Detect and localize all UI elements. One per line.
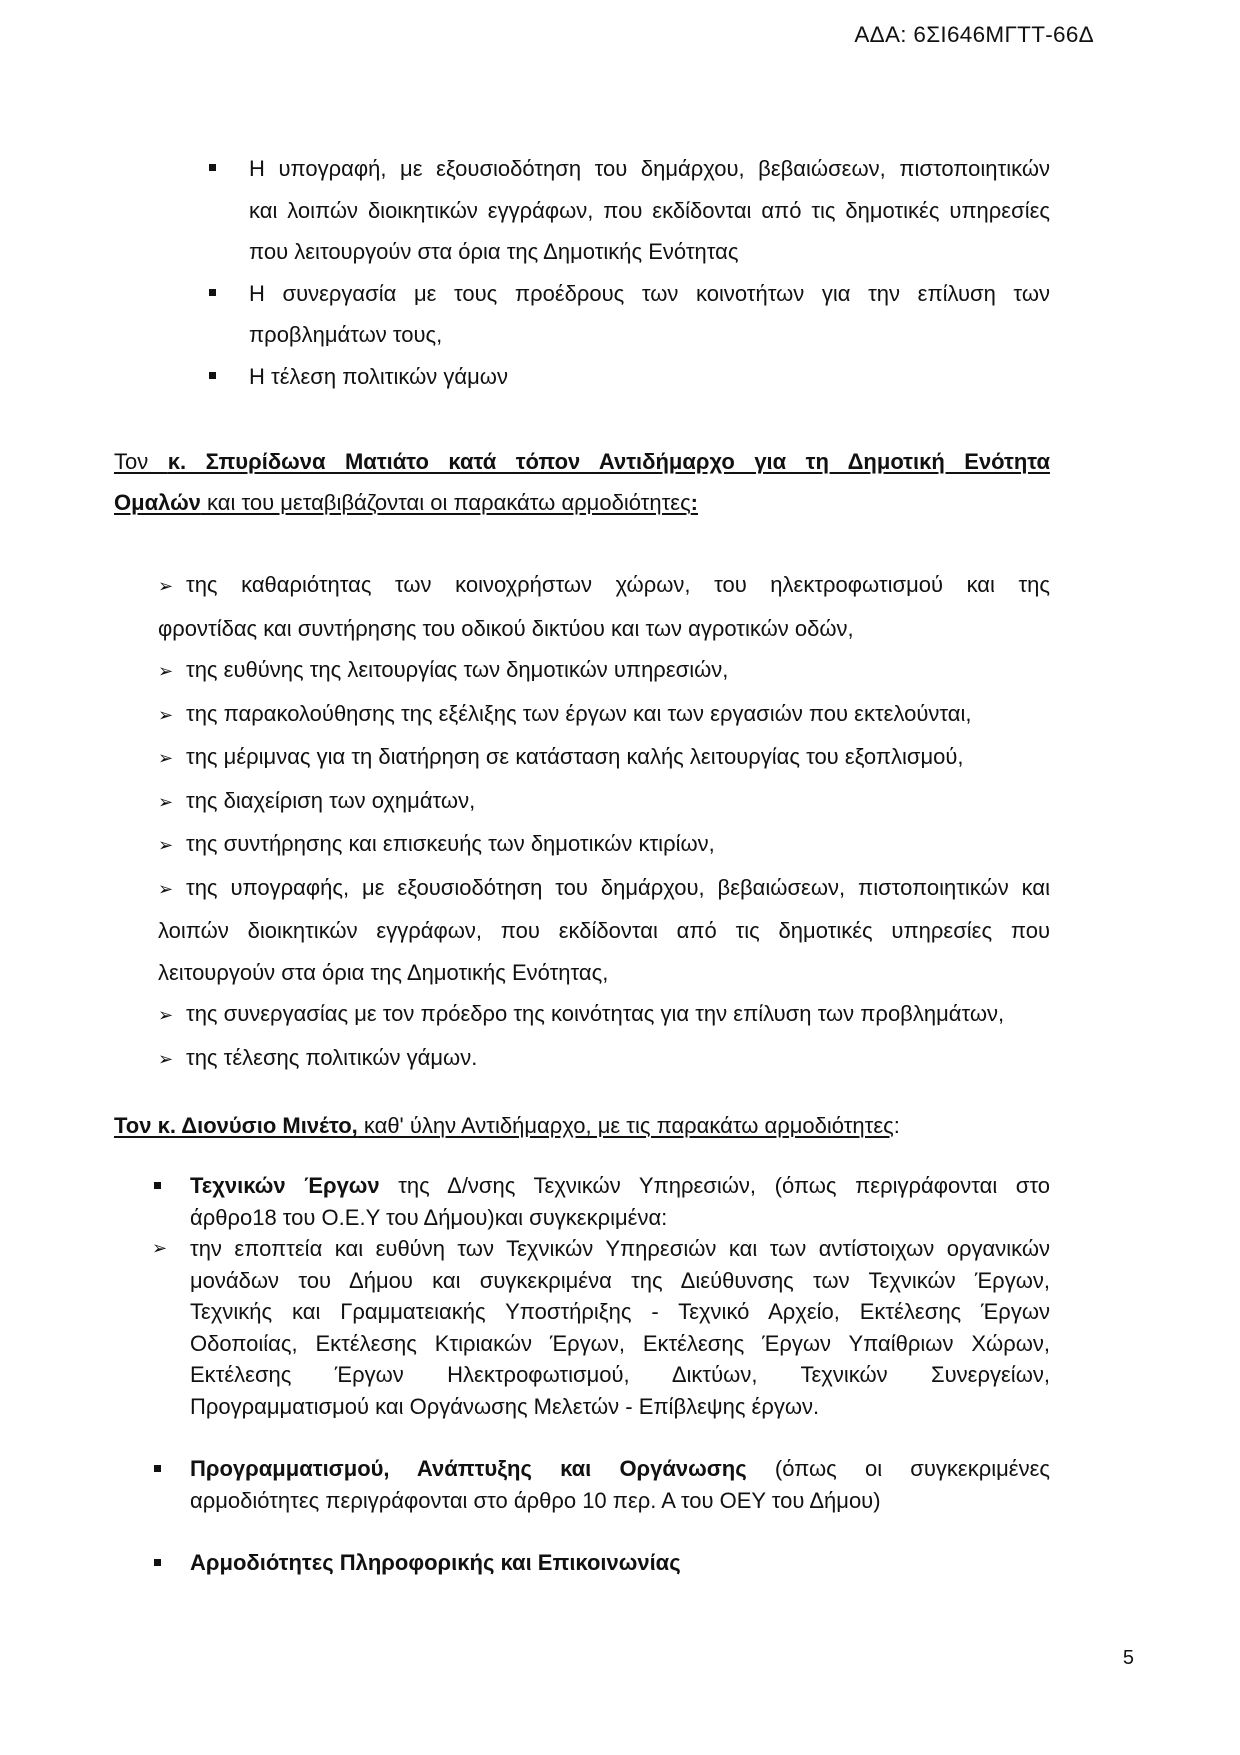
list-item — [209, 273, 1050, 356]
list-item-text: της υπογραφής, με εξουσιοδότηση του δημάρχου, βεβαιώσεων, πιστοποιητικών και — [186, 874, 1050, 900]
list-item-text: της μέριμνας για τη διατήρηση σε κατάσταση καλής λειτουργίας του εξοπλισμού, — [186, 744, 964, 769]
item-text: της Δ/νσης Τεχνικών Υπηρεσιών, (όπως περιγράφονται στο — [379, 1173, 1050, 1198]
list-item-text: της συνεργασίας με τον πρόεδρο της κοινότητας για την επίλυση των προβλημάτων, — [186, 1001, 1005, 1026]
list-item-line: και λοιπών διοικητικών εγγράφων, που εκδίδονται από τις δημοτικές υπηρεσίες — [249, 197, 1050, 223]
list-item — [209, 148, 1050, 273]
list-item — [158, 736, 1050, 780]
arrow-bullet-icon: ➢ — [158, 1005, 174, 1026]
arrow-bullet-icon: ➢ — [158, 835, 174, 856]
duties-list-2 — [158, 564, 1050, 1080]
list-item — [158, 564, 1050, 649]
square-bullet-icon — [154, 1182, 161, 1189]
heading-name: κ. Σπυρίδωνα Ματιάτο κατά τόπον Αντιδήμαρχο για τη Δημοτική Ενότητα — [167, 449, 1050, 474]
list-item — [158, 823, 1050, 867]
list-item-text: της παρακολούθησης της εξέλιξης των έργων και των εργασιών που εκτελούνται, — [186, 700, 972, 726]
list-item-line: Οδοποιίας, Εκτέλεσης Κτιριακών Έργων, Εκτέλεσης Έργων Υπαίθριων Χώρων, — [190, 1330, 1050, 1356]
square-bullet-icon — [154, 1559, 161, 1566]
list-item — [209, 356, 1050, 398]
list-item-line: λοιπών διοικητικών εγγράφων, που εκδίδονται από τις δημοτικές υπηρεσίες που — [158, 918, 1050, 943]
list-item-line: Τεχνικής και Γραμματειακής Υποστήριξης - Τεχνικό Αρχείο, Εκτέλεσης Έργων — [190, 1299, 1050, 1324]
arrow-bullet-icon: ➢ — [158, 661, 174, 682]
item-bold: Αρμοδιότητες Πληροφορικής και Επικοινωνίας — [190, 1550, 681, 1575]
arrow-bullet-icon: ➢ — [152, 1238, 168, 1259]
list-item-text: της διαχείριση των οχημάτων, — [186, 787, 476, 813]
list-item-text: της τέλεσης πολιτικών γάμων. — [186, 1044, 478, 1070]
list-item — [158, 1037, 1050, 1081]
item-bold: Τεχνικών Έργων — [190, 1173, 380, 1198]
square-bullet-icon — [209, 372, 216, 379]
list-item-line: Η τέλεση πολιτικών γάμων — [249, 363, 508, 389]
section-heading-matiatos — [114, 441, 1050, 523]
list-item-line: Η υπογραφή, με εξουσιοδότηση του δημάρχου, βεβαιώσεων, πιστοποιητικών — [249, 156, 1050, 181]
list-item-text: της καθαριότητας των κοινοχρήστων χώρων, του ηλεκτροφωτισμού και της — [186, 572, 1050, 597]
arrow-bullet-icon: ➢ — [158, 878, 174, 900]
item-text-cont: αρμοδιότητες περιγράφονται στο άρθρο 10 περ. Α του ΟΕΥ του Δήμου) — [190, 1487, 881, 1513]
list-item-line: την εποπτεία και ευθύνη των Τεχνικών Υπηρεσιών και των αντίστοιχων οργανικών — [190, 1236, 1050, 1261]
list-item — [158, 780, 1050, 824]
heading-name: Τον κ. Διονύσιο Μινέτο, — [114, 1113, 358, 1138]
duties-list-3 — [152, 1170, 1050, 1579]
list-item-line: προβλημάτων τους, — [249, 322, 443, 347]
arrow-bullet-icon: ➢ — [158, 704, 174, 726]
list-item-planning — [152, 1453, 1050, 1516]
square-bullet-icon — [209, 289, 216, 296]
duties-list-1 — [209, 148, 1050, 397]
square-bullet-icon — [209, 164, 216, 171]
arrow-bullet-icon: ➢ — [158, 576, 174, 597]
list-item-line: Εκτέλεσης Έργων Ηλεκτροφωτισμού, Δικτύων, Τεχνικών Συνεργείων, — [190, 1362, 1050, 1387]
item-text-cont: άρθρο18 του Ο.Ε.Υ του Δήμου)και συγκεκριμένα: — [190, 1204, 668, 1230]
list-item-line: Η συνεργασία με τους προέδρους των κοινοτήτων για την επίλυση των — [249, 280, 1050, 306]
square-bullet-icon — [154, 1465, 161, 1472]
item-text: (όπως οι συγκεκριμένες — [746, 1456, 1050, 1481]
heading-rest: και του μεταβιβάζονται οι παρακάτω αρμοδιότητες — [200, 490, 691, 515]
list-item-line: που λειτουργούν στα όρια της Δημοτικής Ενότητας — [249, 239, 739, 264]
list-item-line: Προγραμματισμού και Οργάνωσης Μελετών - Επίβλεψης έργων. — [190, 1393, 820, 1419]
item-bold: Προγραμματισμού, Ανάπτυξης και Οργάνωσης — [190, 1456, 747, 1481]
list-item — [158, 649, 1050, 693]
section-heading-minetos — [114, 1106, 1054, 1146]
list-item-line: λειτουργούν στα όρια της Δημοτικής Ενότητας, — [158, 959, 609, 985]
list-item-line: μονάδων του Δήμου και συγκεκριμένα της Διεύθυνσης των Τεχνικών Έργων, — [190, 1267, 1050, 1293]
heading-name-cont: Ομαλών — [114, 490, 201, 515]
list-item-supervision — [152, 1233, 1050, 1422]
heading-prefix: Τον — [114, 449, 168, 474]
list-item — [158, 867, 1050, 994]
arrow-bullet-icon: ➢ — [158, 791, 174, 813]
list-item-text: της ευθύνης της λειτουργίας των δημοτικών υπηρεσιών, — [186, 657, 729, 682]
list-item-text: της συντήρησης και επισκευής των δημοτικών κτιρίων, — [186, 831, 715, 856]
heading-rest: καθ' ύλην Αντιδήμαρχο, με τις παρακάτω αρμοδιότητες — [357, 1113, 894, 1138]
list-item-technical-works — [152, 1170, 1050, 1233]
arrow-bullet-icon: ➢ — [158, 1048, 174, 1070]
heading-colon: : — [893, 1113, 900, 1138]
list-item-it — [152, 1547, 1050, 1579]
heading-colon: : — [690, 490, 698, 515]
ada-code: ΑΔΑ: 6ΣΙ646ΜΓΤΤ-66Δ — [854, 22, 1094, 47]
list-item — [158, 993, 1050, 1037]
list-item — [158, 693, 1050, 737]
arrow-bullet-icon: ➢ — [158, 748, 174, 769]
page-number: 5 — [1122, 1647, 1134, 1669]
list-item-line: φροντίδας και συντήρησης του οδικού δικτύου και των αγροτικών οδών, — [158, 615, 854, 641]
